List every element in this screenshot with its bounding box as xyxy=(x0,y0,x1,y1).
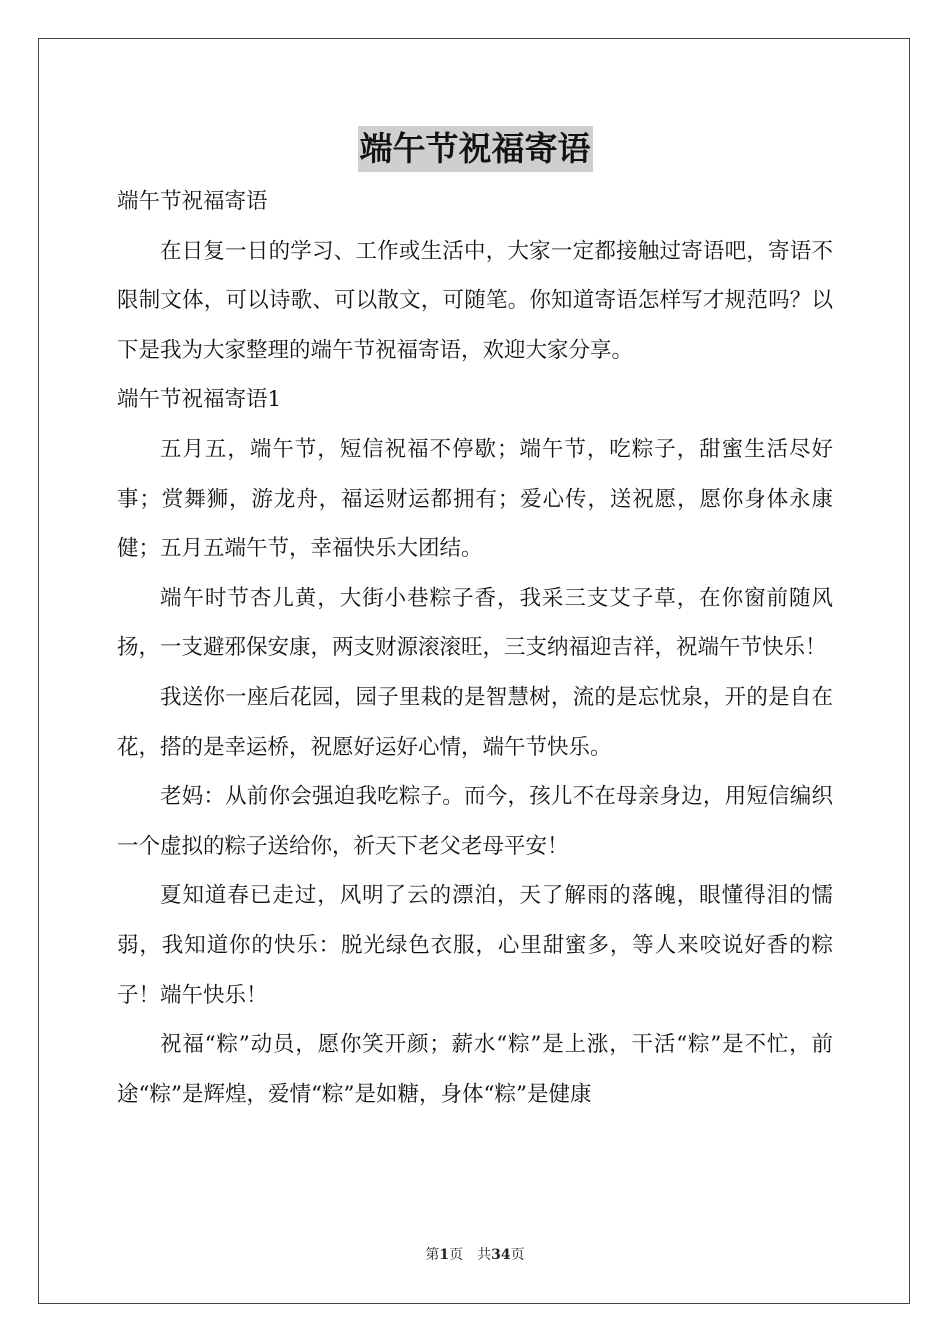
paragraph-1: 在日复一日的学习、工作或生活中，大家一定都接触过寄语吧，寄语不限制文体，可以诗歌、可以散文，可随笔。你知道寄语怎样写才规范吗？以下是我为大家整理的端午节祝福寄语，欢迎大家分享。 xyxy=(117,238,833,363)
paragraph-7: 夏知道春已走过，风明了云的漂泊，天了解雨的落魄，眼懂得泪的懦弱，我知道你的快乐：脱光绿色衣服，心里甜蜜多，等人来咬说好香的粽子！端午快乐！ xyxy=(117,883,833,1008)
footer-page-suffix: 页 xyxy=(449,1247,464,1263)
footer-page-number: 1 xyxy=(439,1247,450,1263)
footer-page-prefix: 第 xyxy=(425,1247,440,1263)
paragraph-3: 五月五，端午节，短信祝福不停歇；端午节，吃粽子，甜蜜生活尽好事；赏舞狮，游龙舟，福运财运都拥有；爱心传，送祝愿，愿你身体永康健；五月五端午节，幸福快乐大团结。 xyxy=(117,436,833,562)
document-body xyxy=(117,177,833,1119)
paragraph-8: 祝福“粽”动员，愿你笑开颜；薪水“粽”是上涨，干活“粽”是不忙，前途“粽”是辉煌，爱情“粽”是如糖，身体“粽”是健康 xyxy=(117,1032,833,1107)
paragraph-5: 我送你一座后花园，园子里栽的是智慧树，流的是忘忧泉，开的是自在花，搭的是幸运桥，祝愿好运好心情，端午节快乐。 xyxy=(117,684,833,760)
title-container xyxy=(0,126,950,172)
paragraph-6: 老妈：从前你会强迫我吃粽子。而今，孩儿不在母亲身边，用短信编织一个虚拟的粽子送给你，祈天下老父老母平安！ xyxy=(117,784,833,859)
document-title: 端午节祝福寄语 xyxy=(358,126,593,172)
paragraph-0: 端午节祝福寄语 xyxy=(117,189,268,214)
paragraph-4: 端午时节杏儿黄，大街小巷粽子香，我采三支艾子草，在你窗前随风扬，一支避邪保安康，两支财源滚滚旺，三支纳福迎吉祥，祝端午节快乐！ xyxy=(117,585,833,661)
page-footer xyxy=(0,1245,950,1265)
footer-total-pages: 34 xyxy=(491,1247,511,1263)
paragraph-2: 端午节祝福寄语1 xyxy=(117,387,282,413)
footer-total-suffix: 页 xyxy=(510,1247,525,1263)
footer-total-prefix: 共 xyxy=(477,1247,492,1263)
